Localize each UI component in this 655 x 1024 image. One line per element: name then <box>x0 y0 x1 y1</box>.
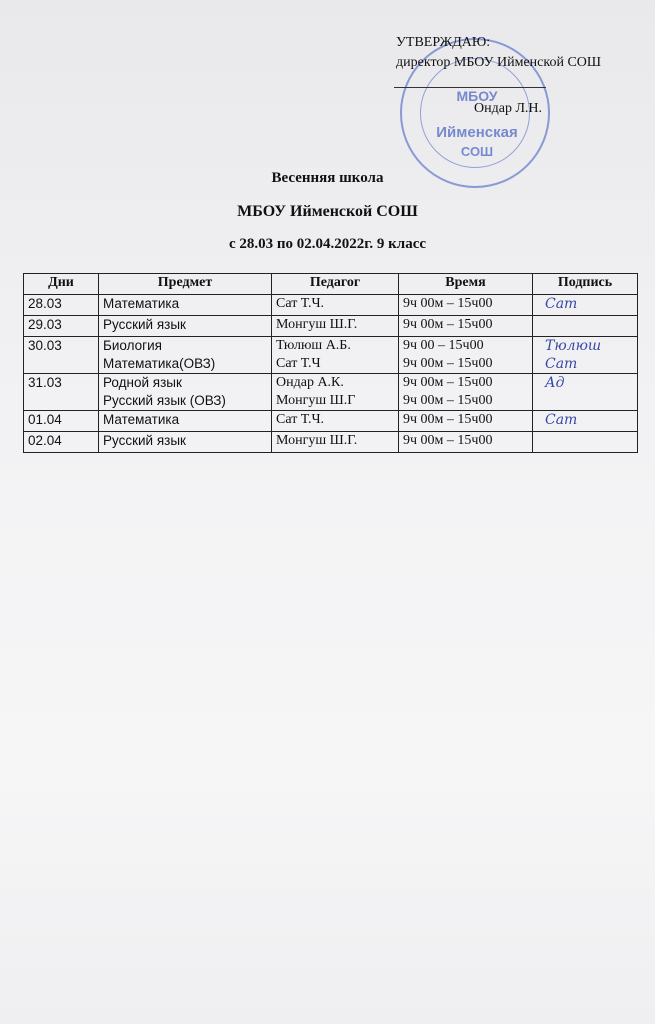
cell-subject-line: Русский язык (ОВЗ) <box>103 393 226 408</box>
handwritten-signature: Сат <box>545 296 578 312</box>
cell-subject <box>99 316 272 337</box>
cell-time <box>399 295 533 316</box>
cell-subject-line: Биология <box>103 338 162 353</box>
cell-day: 28.03 <box>24 295 99 316</box>
cell-time <box>399 337 533 374</box>
header-signature: Подпись <box>533 274 638 295</box>
cell-time-line: 9ч 00м – 15ч00 <box>403 412 493 427</box>
handwritten-signature: Сат <box>545 412 578 428</box>
cell-subject <box>99 337 272 374</box>
approval-name: Ондар Л.Н. <box>474 101 543 116</box>
table-row <box>24 295 638 316</box>
cell-subject-line: Математика <box>103 296 180 311</box>
schedule-table <box>23 273 638 453</box>
cell-day: 29.03 <box>24 316 99 337</box>
cell-subject-line: Русский язык <box>103 433 186 448</box>
cell-subject-line: Русский язык <box>103 317 186 332</box>
cell-subject <box>99 295 272 316</box>
approval-signature-line <box>394 87 546 88</box>
cell-signature <box>533 432 638 453</box>
cell-day: 31.03 <box>24 374 99 411</box>
cell-signature <box>533 411 638 432</box>
cell-time <box>399 432 533 453</box>
cell-teacher-line: Сат Т.Ч <box>276 356 321 371</box>
cell-subject-line: Математика <box>103 412 180 427</box>
stamp-text-2: Ийменская <box>436 124 518 141</box>
cell-time-line: 9ч 00м – 15ч00 <box>403 356 493 371</box>
cell-teacher <box>272 411 399 432</box>
cell-teacher <box>272 432 399 453</box>
cell-time <box>399 316 533 337</box>
table-row <box>24 432 638 453</box>
cell-subject-line: Математика(ОВЗ) <box>103 356 216 371</box>
handwritten-signature: Сат <box>545 356 578 372</box>
cell-teacher-line: Монгуш Ш.Г <box>276 393 356 408</box>
cell-teacher-line: Ондар А.К. <box>276 375 344 390</box>
cell-teacher-line: Монгуш Ш.Г. <box>276 317 358 332</box>
cell-signature <box>533 337 638 374</box>
header-subject: Предмет <box>99 274 272 295</box>
table-row <box>24 337 638 374</box>
cell-time-line: 9ч 00м – 15ч00 <box>403 296 493 311</box>
cell-teacher-line: Сат Т.Ч. <box>276 412 325 427</box>
cell-day: 30.03 <box>24 337 99 374</box>
handwritten-signature: Тюлюш <box>545 338 602 354</box>
cell-time-line: 9ч 00 – 15ч00 <box>403 338 484 353</box>
cell-time-line: 9ч 00м – 15ч00 <box>403 317 493 332</box>
cell-day: 02.04 <box>24 432 99 453</box>
stamp-text-3: СОШ <box>460 144 494 159</box>
cell-teacher-line: Монгуш Ш.Г. <box>276 433 358 448</box>
cell-teacher <box>272 337 399 374</box>
header-time: Время <box>399 274 533 295</box>
cell-signature <box>533 316 638 337</box>
cell-time <box>399 411 533 432</box>
approval-position: директор МБОУ Ийменской СОШ <box>396 55 602 70</box>
cell-subject-line: Родной язык <box>103 375 182 390</box>
cell-time-line: 9ч 00м – 15ч00 <box>403 433 493 448</box>
cell-time-line: 9ч 00м – 15ч00 <box>403 393 493 408</box>
cell-teacher <box>272 374 399 411</box>
table-header-row <box>24 274 638 295</box>
table-body <box>24 295 638 453</box>
header-teacher: Педагог <box>272 274 399 295</box>
header-days: Дни <box>24 274 99 295</box>
cell-teacher-line: Сат Т.Ч. <box>276 296 325 311</box>
table-row <box>24 374 638 411</box>
table-row <box>24 316 638 337</box>
approval-block <box>396 33 602 116</box>
cell-time-line: 9ч 00м – 15ч00 <box>403 375 493 390</box>
cell-day: 01.04 <box>24 411 99 432</box>
cell-subject <box>99 432 272 453</box>
cell-signature <box>533 295 638 316</box>
table-row <box>24 411 638 432</box>
page-title: Весенняя школа <box>271 170 384 186</box>
cell-signature <box>533 374 638 411</box>
cell-subject <box>99 374 272 411</box>
page-date-range: с 28.03 по 02.04.2022г. 9 класс <box>228 236 427 252</box>
stamp-text-1: МБОУ <box>456 88 498 104</box>
cell-subject <box>99 411 272 432</box>
approval-heading: УТВЕРЖДАЮ: <box>396 35 491 50</box>
cell-time <box>399 374 533 411</box>
cell-teacher <box>272 295 399 316</box>
cell-teacher-line: Тюлюш А.Б. <box>276 338 351 353</box>
page-subtitle: МБОУ Ийменской СОШ <box>237 203 418 220</box>
handwritten-signature: Ад <box>545 375 565 391</box>
cell-teacher <box>272 316 399 337</box>
